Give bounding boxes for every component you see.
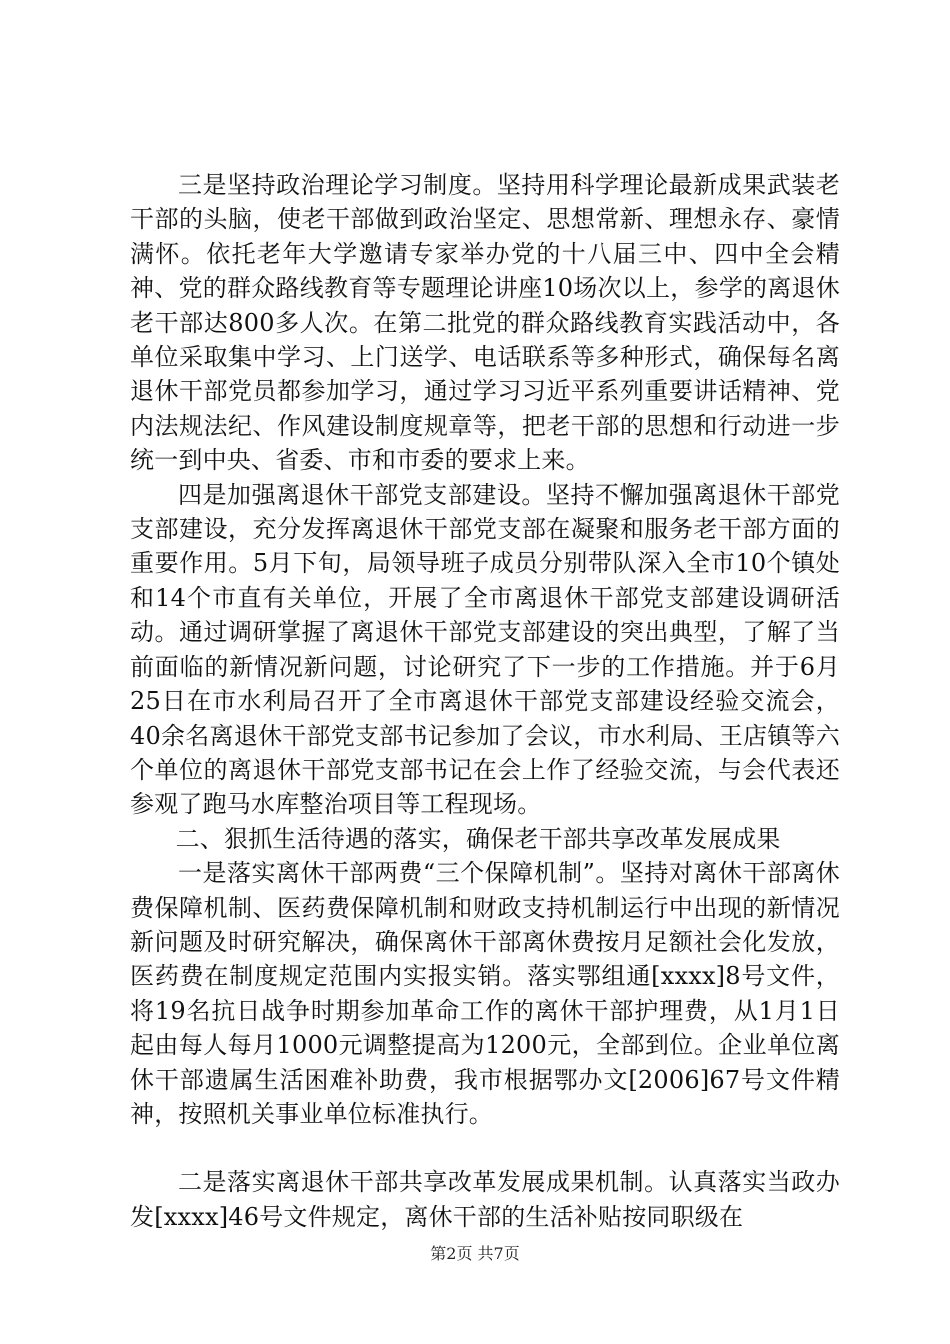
section-heading-living-benefits: 二、狠抓生活待遇的落实，确保老干部共享改革发展成果 (175, 824, 781, 853)
document-body (130, 168, 840, 1234)
paragraph-guarantee-mechanisms: 一是落实离休干部两费“三个保障机制”。坚持对离休干部离休费保障机制、医药费保障机制和财政支持机制运行中出现的新情况新问题及时研究解决，确保离休干部离休费按月足额社会化发放，医药费在制度规定范围内实报实销。落实鄂组通[xxxx]8号文件，将19名抗日战争时期参加革命工作的离休干部护理费，从1月1日起由每人每月1000元调整提高为1200元，全部到位。企业单位离休干部遗属生活困难补助费，我市根据鄂办文[2006]67号文件精神，按照机关事业单位标准执行。 (130, 859, 840, 1128)
page-number-footer: 第2页 共7页 (430, 1244, 520, 1263)
paragraph-party-branch: 四是加强离退休干部党支部建设。坚持不懈加强离退休干部党支部建设，充分发挥离退休干部党支部在凝聚和服务老干部方面的重要作用。5月下旬，局领导班子成员分别带队深入全市10个镇处和14个市直有关单位，开展了全市离退休干部党支部建设调研活动。通过调研掌握了离退休干部党支部建设的突出典型，了解了当前面临的新情况新问题，讨论研究了下一步的工作措施。并于6月25日在市水利局召开了全市离退休干部党支部建设经验交流会，40余名离退休干部党支部书记参加了会议，市水利局、王店镇等六个单位的离退休干部党支部书记在会上作了经验交流，与会代表还参观了跑马水库整治项目等工程现场。 (130, 480, 840, 819)
paragraph-reform-sharing: 二是落实离退休干部共享改革发展成果机制。认真落实当政办发[xxxx]46号文件规定，离休干部的生活补贴按同职级在 (130, 1168, 840, 1231)
paragraph-political-study: 三是坚持政治理论学习制度。坚持用科学理论最新成果武装老干部的头脑，使老干部做到政治坚定、思想常新、理想永存、豪情满怀。依托老年大学邀请专家举办党的十八届三中、四中全会精神、党的群众路线教育等专题理论讲座10场次以上，参学的离退休老干部达800多人次。在第二批党的群众路线教育实践活动中，各单位采取集中学习、上门送学、电话联系等多种形式，确保每名离退休干部党员都参加学习，通过学习习近平系列重要讲话精神、党内法规法纪、作风建设制度规章等，把老干部的思想和行动进一步统一到中央、省委、市和市委的要求上来。 (130, 171, 840, 475)
